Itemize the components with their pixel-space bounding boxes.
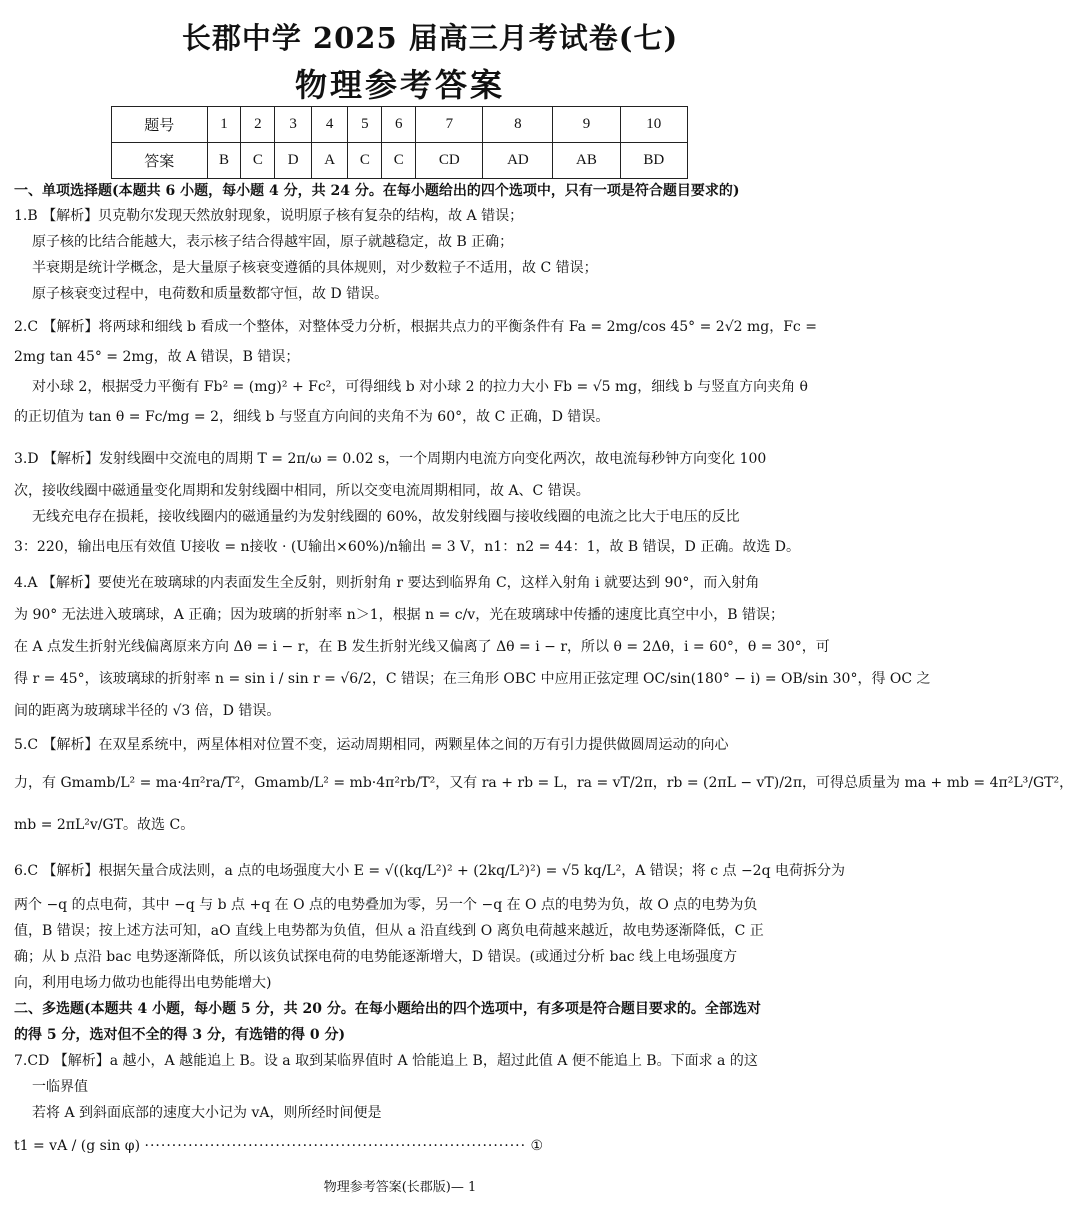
question-number: 10 xyxy=(620,107,687,143)
row-label-question: 题号 xyxy=(112,107,208,143)
exam-title: 长郡中学 2025 届高三月考试卷(七) xyxy=(181,21,679,55)
answer-cell: C xyxy=(348,143,382,179)
solution-line: 6.C 【解析】根据矢量合成法则，a 点的电场强度大小 E = √((kq/L²)² + (2kq/L²)²) = √5 kq/L²，A 错误；将 c 点 −2q 电荷拆分为 xyxy=(14,863,845,879)
answer-table xyxy=(111,106,688,179)
solution-line: 值，B 错误；按上述方法可知，aO 直线上电势都为负值，但从 a 沿直线到 O 离负电荷越来越近，故电势逐渐降低，C 正 xyxy=(14,923,764,939)
section-heading-multi-choice-cont: 的得 5 分，选对但不全的得 3 分，有选错的得 0 分) xyxy=(14,1027,346,1043)
solution-line: 1.B 【解析】贝克勒尔发现天然放射现象，说明原子核有复杂的结构，故 A 错误； xyxy=(14,208,524,224)
answer-cell: C xyxy=(241,143,275,179)
question-number: 3 xyxy=(275,107,311,143)
question-number: 9 xyxy=(553,107,620,143)
solution-line: 4.A 【解析】要使光在玻璃球的内表面发生全反射，则折射角 r 要达到临界角 C，这样入射角 i 就要达到 90°，而入射角 xyxy=(14,575,760,591)
solution-line: 力，有 Gmamb/L² = ma·4π²ra/T²，Gmamb/L² = mb·4π²rb/T²，又有 ra + rb = L，ra = vT/2π，rb = (2πL − vT)/2π，可得总质量为 ma + mb = 4π²L³/GT²， xyxy=(14,775,1073,791)
solution-line: 对小球 2，根据受力平衡有 Fb² = (mg)² + Fc²，可得细线 b 对小球 2 的拉力大小 Fb = √5 mg，细线 b 与竖直方向夹角 θ xyxy=(32,379,808,395)
solution-line: 一临界值 xyxy=(32,1079,88,1095)
question-number: 4 xyxy=(311,107,347,143)
answer-cell: D xyxy=(275,143,311,179)
question-number: 8 xyxy=(483,107,553,143)
answer-cell: AD xyxy=(483,143,553,179)
answer-cell: AB xyxy=(553,143,620,179)
solution-line: 为 90° 无法进入玻璃球，A 正确；因为玻璃的折射率 n＞1，根据 n = c/v，光在玻璃球中传播的速度比真空中小，B 错误； xyxy=(14,607,784,623)
row-label-answer: 答案 xyxy=(112,143,208,179)
answer-cell: B xyxy=(207,143,241,179)
solution-line: 3：220，输出电压有效值 U接收 = n接收 · (U输出×60%)/n输出 = 3 V，n1：n2 = 44：1，故 B 错误，D 正确。故选 D。 xyxy=(14,539,801,555)
solution-line: 5.C 【解析】在双星系统中，两星体相对位置不变，运动周期相同，两颗星体之间的万有引力提供做圆周运动的向心 xyxy=(14,737,729,753)
question-number: 7 xyxy=(416,107,483,143)
equation-text: t1 = vA / (g sin φ) xyxy=(14,1138,141,1154)
solution-line: 在 A 点发生折射光线偏离原来方向 Δθ = i − r，在 B 发生折射光线又偏离了 Δθ = i − r，所以 θ = 2Δθ，i = 60°，θ = 30°，可 xyxy=(14,639,830,655)
question-number: 2 xyxy=(241,107,275,143)
solution-line: 半衰期是统计学概念，是大量原子核衰变遵循的具体规则，对少数粒子不适用，故 C 错误； xyxy=(32,260,598,276)
question-number: 6 xyxy=(382,107,416,143)
section-heading-multi-choice: 二、多选题(本题共 4 小题，每小题 5 分，共 20 分。在每小题给出的四个选项中，有多项是符合题目要求的。全部选对 xyxy=(14,1001,761,1017)
solution-line: 两个 −q 的点电荷，其中 −q 与 b 点 +q 在 O 点的电势叠加为零，另一个 −q 在 O 点的电势为负，故 O 点的电势为负 xyxy=(14,897,758,913)
solution-line: 2mg tan 45° = 2mg，故 A 错误，B 错误； xyxy=(14,349,300,365)
solution-line: 向，利用电场力做功也能得出电势能增大) xyxy=(14,975,272,991)
question-number: 5 xyxy=(348,107,382,143)
answer-cell: A xyxy=(311,143,347,179)
solution-line: 若将 A 到斜面底部的速度大小记为 vA，则所经时间便是 xyxy=(32,1105,382,1121)
page-footer: 物理参考答案(长郡版)— 1 xyxy=(323,1180,477,1195)
solution-line: 间的距离为玻璃球半径的 √3 倍，D 错误。 xyxy=(14,703,281,719)
answer-row xyxy=(112,143,688,179)
solution-line: 2.C 【解析】将两球和细线 b 看成一个整体，对整体受力分析，根据共点力的平衡条件有 Fa = 2mg/cos 45° = 2√2 mg，Fc = xyxy=(14,319,817,335)
leader-dots: ······································································ xyxy=(144,1138,527,1154)
solution-line: 得 r = 45°，该玻璃球的折射率 n = sin i / sin r = √6/2，C 错误；在三角形 OBC 中应用正弦定理 OC/sin(180° − i) = OB/sin 30°，得 OC 之 xyxy=(14,671,931,687)
solution-line: 原子核衰变过程中，电荷数和质量数都守恒，故 D 错误。 xyxy=(32,286,389,302)
solution-line: 次，接收线圈中磁通量变化周期和发射线圈中相同，所以交变电流周期相同，故 A、C 错误。 xyxy=(14,483,590,499)
solution-line: mb = 2πL²v/GT。故选 C。 xyxy=(14,817,195,833)
solution-line: 原子核的比结合能越大，表示核子结合得越牢固，原子就越稳定，故 B 正确； xyxy=(32,234,514,250)
answer-cell: BD xyxy=(620,143,687,179)
equation-line xyxy=(14,1137,543,1156)
solution-line: 无线充电存在损耗，接收线圈内的磁通量约为发射线圈的 60%，故发射线圈与接收线圈的电流之比大于电压的反比 xyxy=(32,509,740,525)
question-number: 1 xyxy=(207,107,241,143)
question-row xyxy=(112,107,688,143)
solution-line: 7.CD 【解析】a 越小，A 越能追上 B。设 a 取到某临界值时 A 恰能追上 B，超过此值 A 便不能追上 B。下面求 a 的这 xyxy=(14,1053,758,1069)
equation-number: ① xyxy=(530,1138,544,1154)
answer-cell: C xyxy=(382,143,416,179)
answer-key-title: 物理参考答案 xyxy=(294,66,505,104)
solution-line: 的正切值为 tan θ = Fc/mg = 2，细线 b 与竖直方向间的夹角不为 60°，故 C 正确，D 错误。 xyxy=(14,409,610,425)
section-heading-single-choice: 一、单项选择题(本题共 6 小题，每小题 4 分，共 24 分。在每小题给出的四个选项中，只有一项是符合题目要求的) xyxy=(14,183,740,199)
solution-line: 确；从 b 点沿 bac 电势逐渐降低，所以该负试探电荷的电势能逐渐增大，D 错误。(或通过分析 bac 线上电场强度方 xyxy=(14,949,738,965)
answer-cell: CD xyxy=(416,143,483,179)
solution-line: 3.D 【解析】发射线圈中交流电的周期 T = 2π/ω = 0.02 s，一个周期内电流方向变化两次，故电流每秒钟方向变化 100 xyxy=(14,451,767,467)
